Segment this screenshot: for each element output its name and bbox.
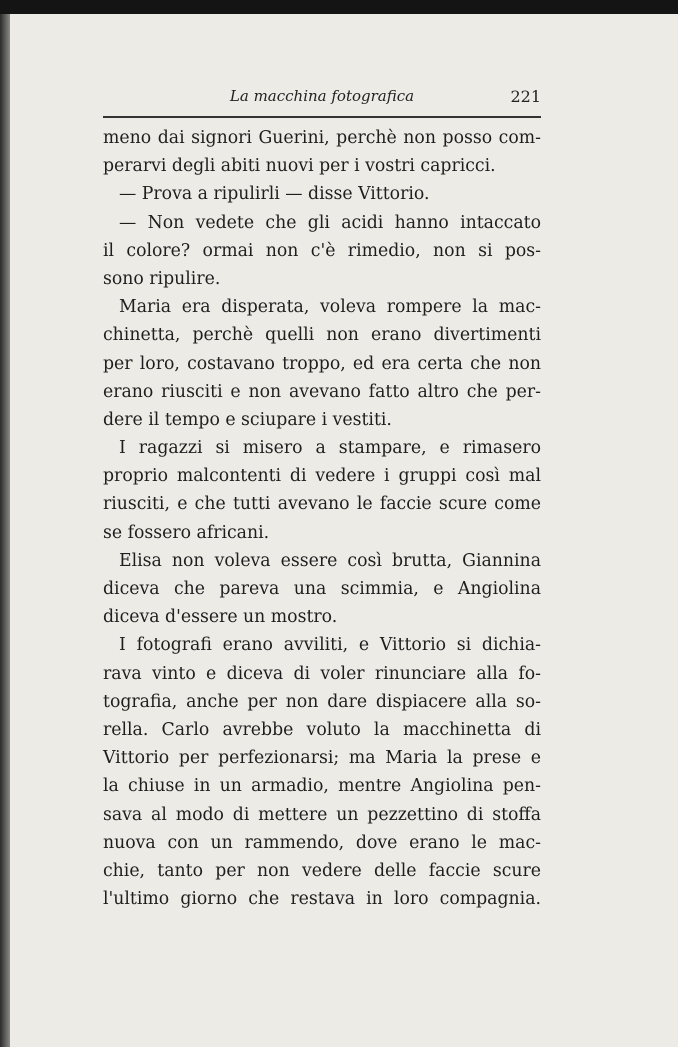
text-line: la chiuse in un armadio, mentre Angiolina pen- bbox=[103, 776, 541, 797]
text-line: perarvi degli abiti nuovi per i vostri capricci. bbox=[103, 156, 496, 177]
text-line: I fotografi erano avviliti, e Vittorio si dichia- bbox=[119, 635, 541, 656]
body-text bbox=[103, 124, 541, 913]
text-line: riusciti, e che tutti avevano le faccie scure come bbox=[103, 494, 541, 515]
text-line: meno dai signori Guerini, perchè non posso com- bbox=[103, 128, 541, 148]
scan-binding-shadow bbox=[0, 14, 10, 1047]
text-line: nuova con un rammendo, dove erano le mac- bbox=[103, 832, 541, 853]
page-number: 221 bbox=[510, 87, 541, 106]
text-line: I ragazzi si misero a stampare, e rimasero bbox=[119, 438, 541, 459]
text-line: il colore? ormai non c'è rimedio, non si pos- bbox=[103, 240, 541, 261]
text-line: sava al modo di mettere un pezzettino di stoffa bbox=[103, 804, 541, 825]
text-line: Maria era disperata, voleva rompere la mac- bbox=[119, 297, 541, 318]
text-line: l'ultimo giorno che restava in loro compagnia. bbox=[103, 889, 541, 910]
scan-top-edge bbox=[0, 0, 678, 14]
running-title: La macchina fotografica bbox=[229, 87, 415, 105]
text-line: — Non vedete che gli acidi hanno intaccato bbox=[119, 212, 541, 233]
text-line: — Prova a ripulirli — disse Vittorio. bbox=[119, 184, 430, 205]
text-line: erano riusciti e non avevano fatto altro che per- bbox=[103, 381, 541, 402]
text-line: diceva che pareva una scimmia, e Angiolina bbox=[103, 579, 541, 599]
text-line: chie, tanto per non vedere delle faccie scure bbox=[103, 860, 541, 881]
text-line: se fossero africani. bbox=[103, 522, 270, 543]
text-line: per loro, costavano troppo, ed era certa che non bbox=[103, 353, 541, 374]
text-line: sono ripulire. bbox=[103, 268, 221, 289]
text-line: diceva d'essere un mostro. bbox=[103, 607, 338, 628]
text-line: chinetta, perchè quelli non erano divertimenti bbox=[103, 325, 541, 346]
text-line: dere il tempo e sciupare i vestiti. bbox=[103, 409, 392, 430]
text-line: rella. Carlo avrebbe voluto la macchinetta di bbox=[103, 719, 541, 740]
text-line: Vittorio per perfezionarsi; ma Maria la prese e bbox=[103, 748, 541, 769]
header-rule bbox=[103, 116, 541, 118]
text-line: proprio malcontenti di vedere i gruppi così mal bbox=[103, 466, 541, 487]
page-header bbox=[103, 80, 541, 114]
text-line: tografia, anche per non dare dispiacere alla so- bbox=[103, 691, 541, 712]
text-line: rava vinto e diceva di voler rinunciare alla fo- bbox=[103, 663, 541, 684]
text-line: Elisa non voleva essere così brutta, Giannina bbox=[119, 550, 541, 571]
